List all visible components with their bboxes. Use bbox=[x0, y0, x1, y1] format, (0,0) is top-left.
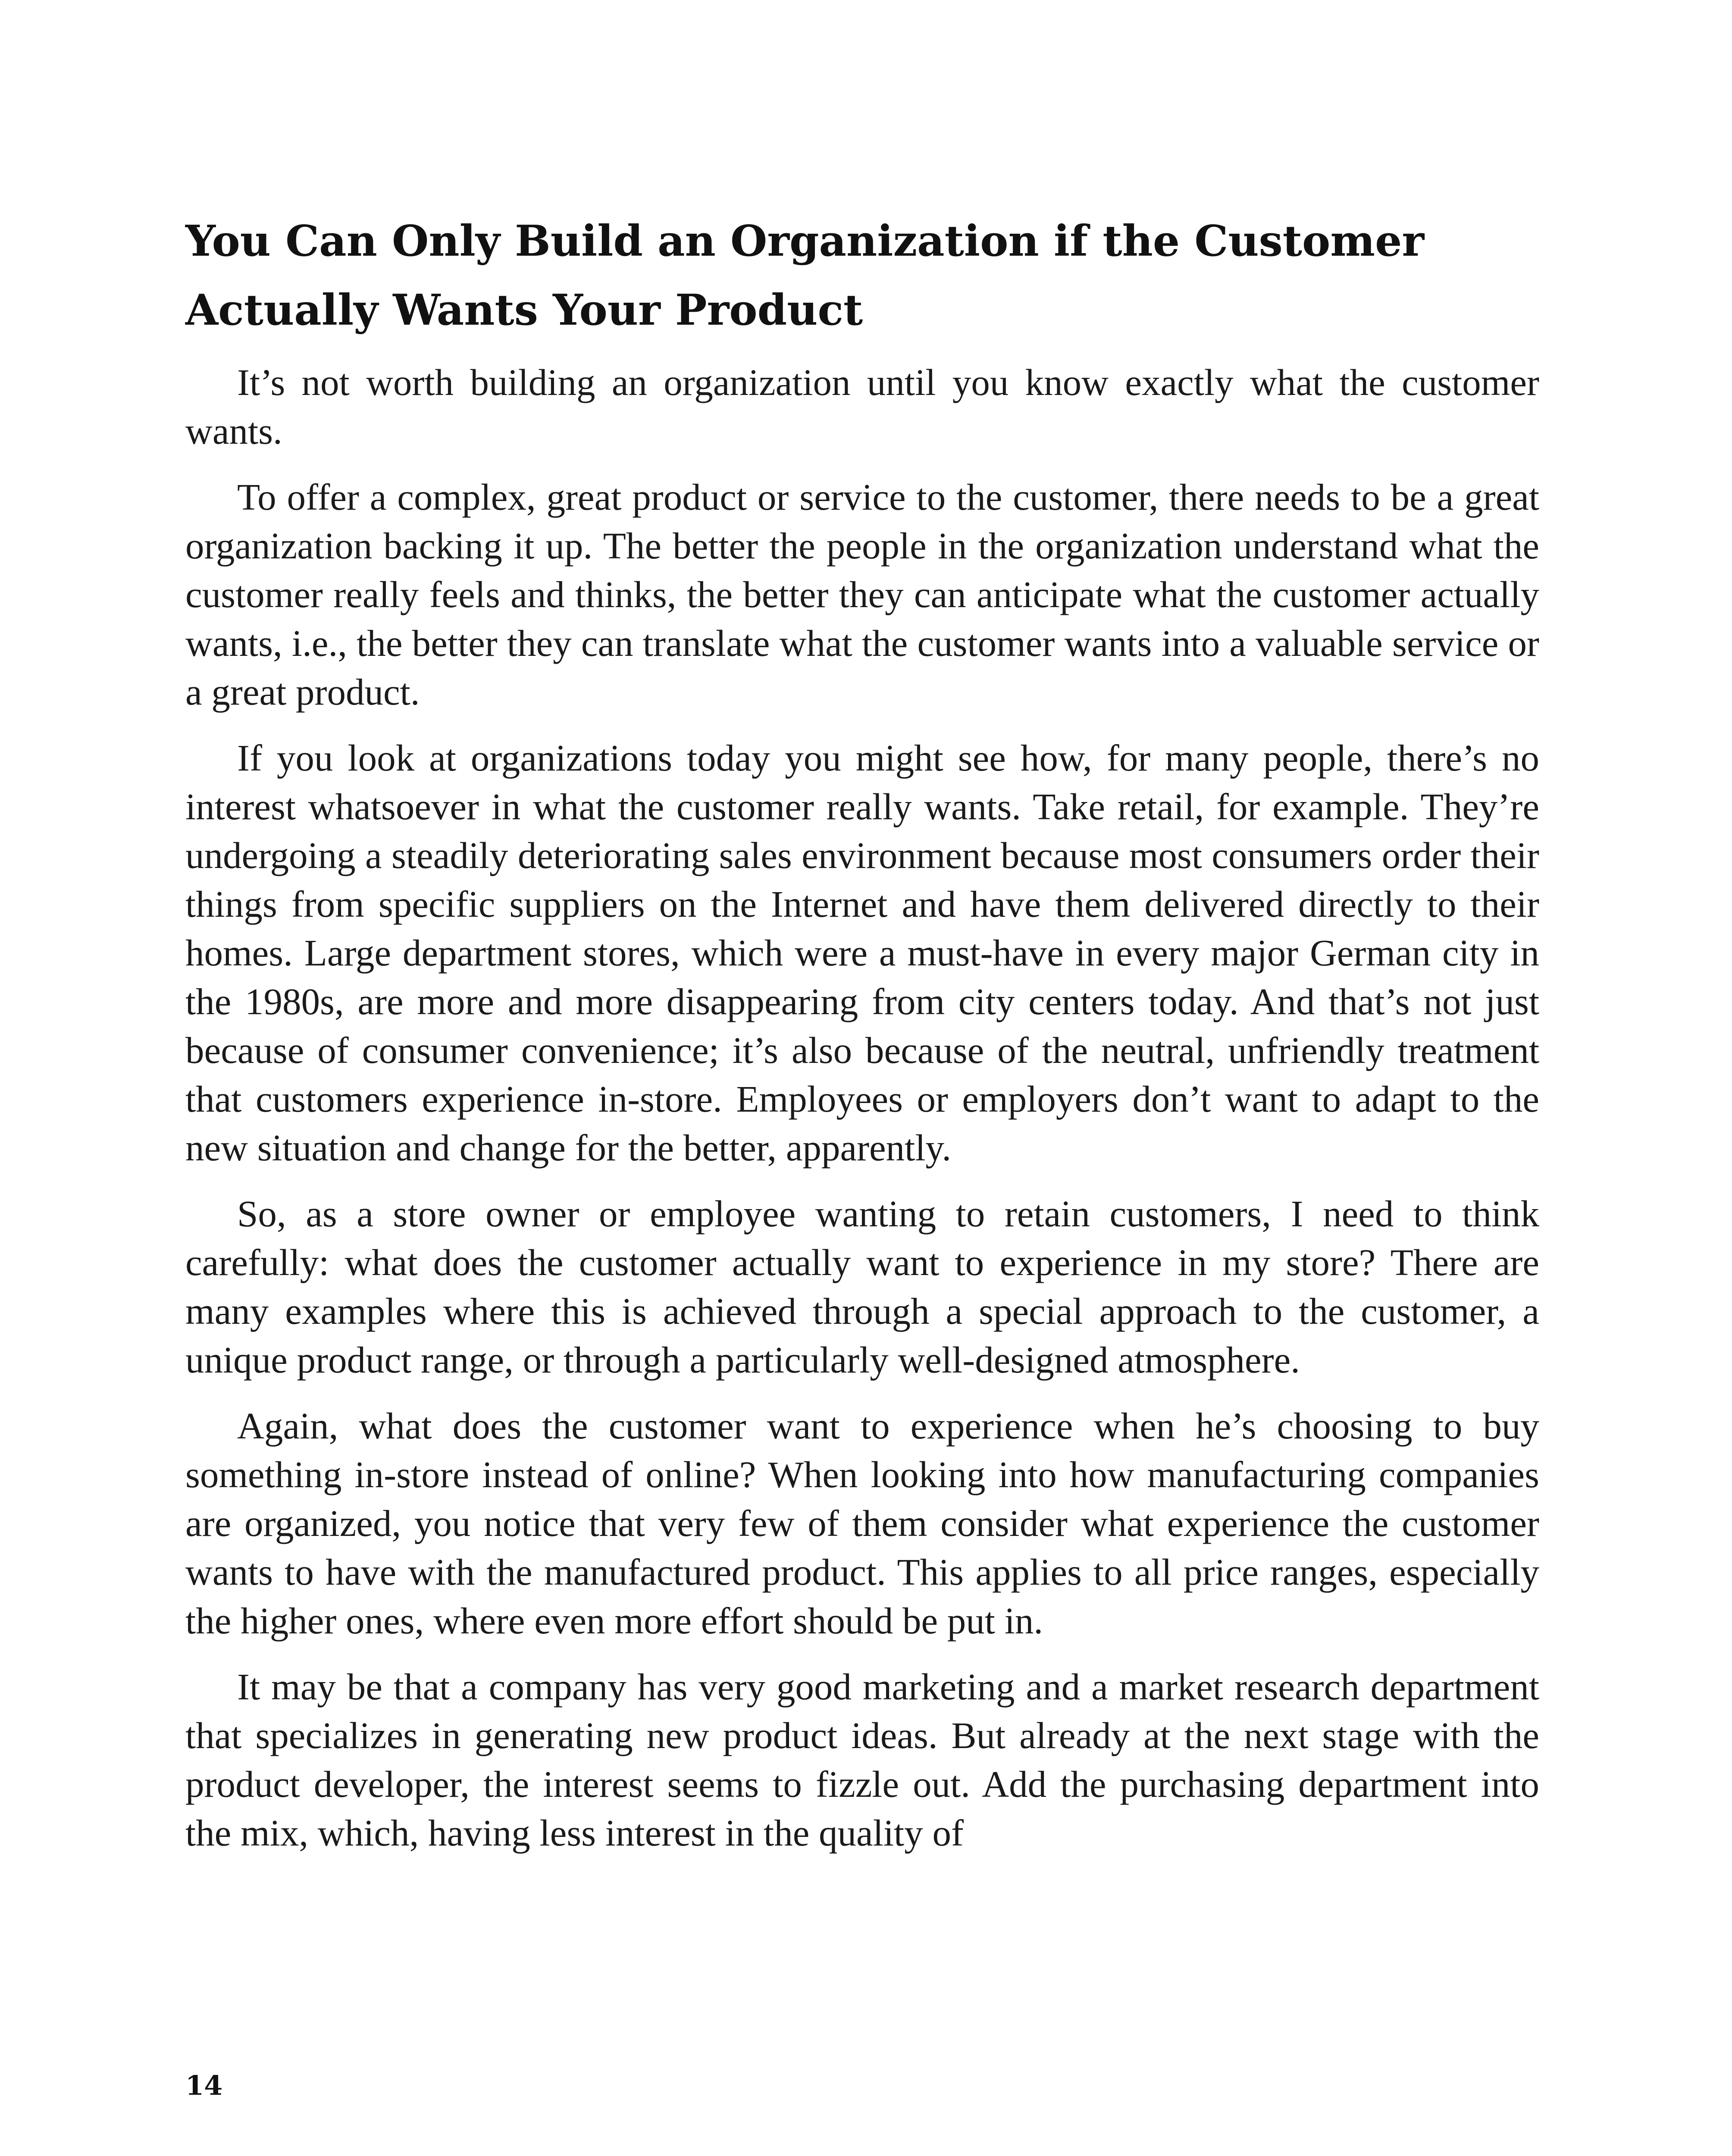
paragraph-3: If you look at organizations today you might see how, for many people, there’s no interest whatsoever in what the customer really wants. Take retail, for example. They’re undergoing a steadily deteriorating sales environment because most consumers order their things from specific suppliers on the Internet and have them delivered directly to their homes. Large department stores, which were a must-have in every major German city in the 1980s, are more and more disappearing from city centers today. And that’s not just because of consumer convenience; it’s also because of the neutral, unfriendly treatment that customers experience in-store. Employees or employers don’t want to adapt to the new situation and change for the better, apparently. bbox=[185, 737, 1539, 1169]
paragraph-2: To offer a complex, great product or service to the customer, there needs to be a great organization backing it up. The better the people in the organization understand what the customer really feels and thinks, the better they can anticipate what the customer actually wants, i.e., the better they can translate what the customer wants into a valuable service or a great product. bbox=[185, 476, 1539, 713]
paragraph-6: It may be that a company has very good marketing and a market research department that specializes in generating new product ideas. But already at the next stage with the product developer, the interest seems to fizzle out. Add the purchasing department into the mix, which, having less interest in the quality of bbox=[185, 1666, 1539, 1854]
page-number: 14 bbox=[185, 2070, 223, 2101]
section-heading: You Can Only Build an Organization if the Customer Actually Wants Your Product bbox=[185, 216, 1425, 335]
paragraph-1: It’s not worth building an organization until you know exactly what the customer wants. bbox=[185, 361, 1539, 452]
paragraph-5: Again, what does the customer want to experience when he’s choosing to buy something in-store instead of online? When looking into how manufacturing companies are organized, you notice that very few of them consider what experience the customer wants to have with the manufactured product. This applies to all price ranges, especially the higher ones, where even more effort should be put in. bbox=[185, 1405, 1539, 1642]
paragraph-4: So, as a store owner or employee wanting to retain customers, I need to think carefully: what does the customer actually want to experience in my store? There are many examples where this is achieved through a special approach to the customer, a unique product range, or through a particularly well-designed atmosphere. bbox=[185, 1193, 1539, 1381]
page-content bbox=[185, 207, 1539, 1874]
